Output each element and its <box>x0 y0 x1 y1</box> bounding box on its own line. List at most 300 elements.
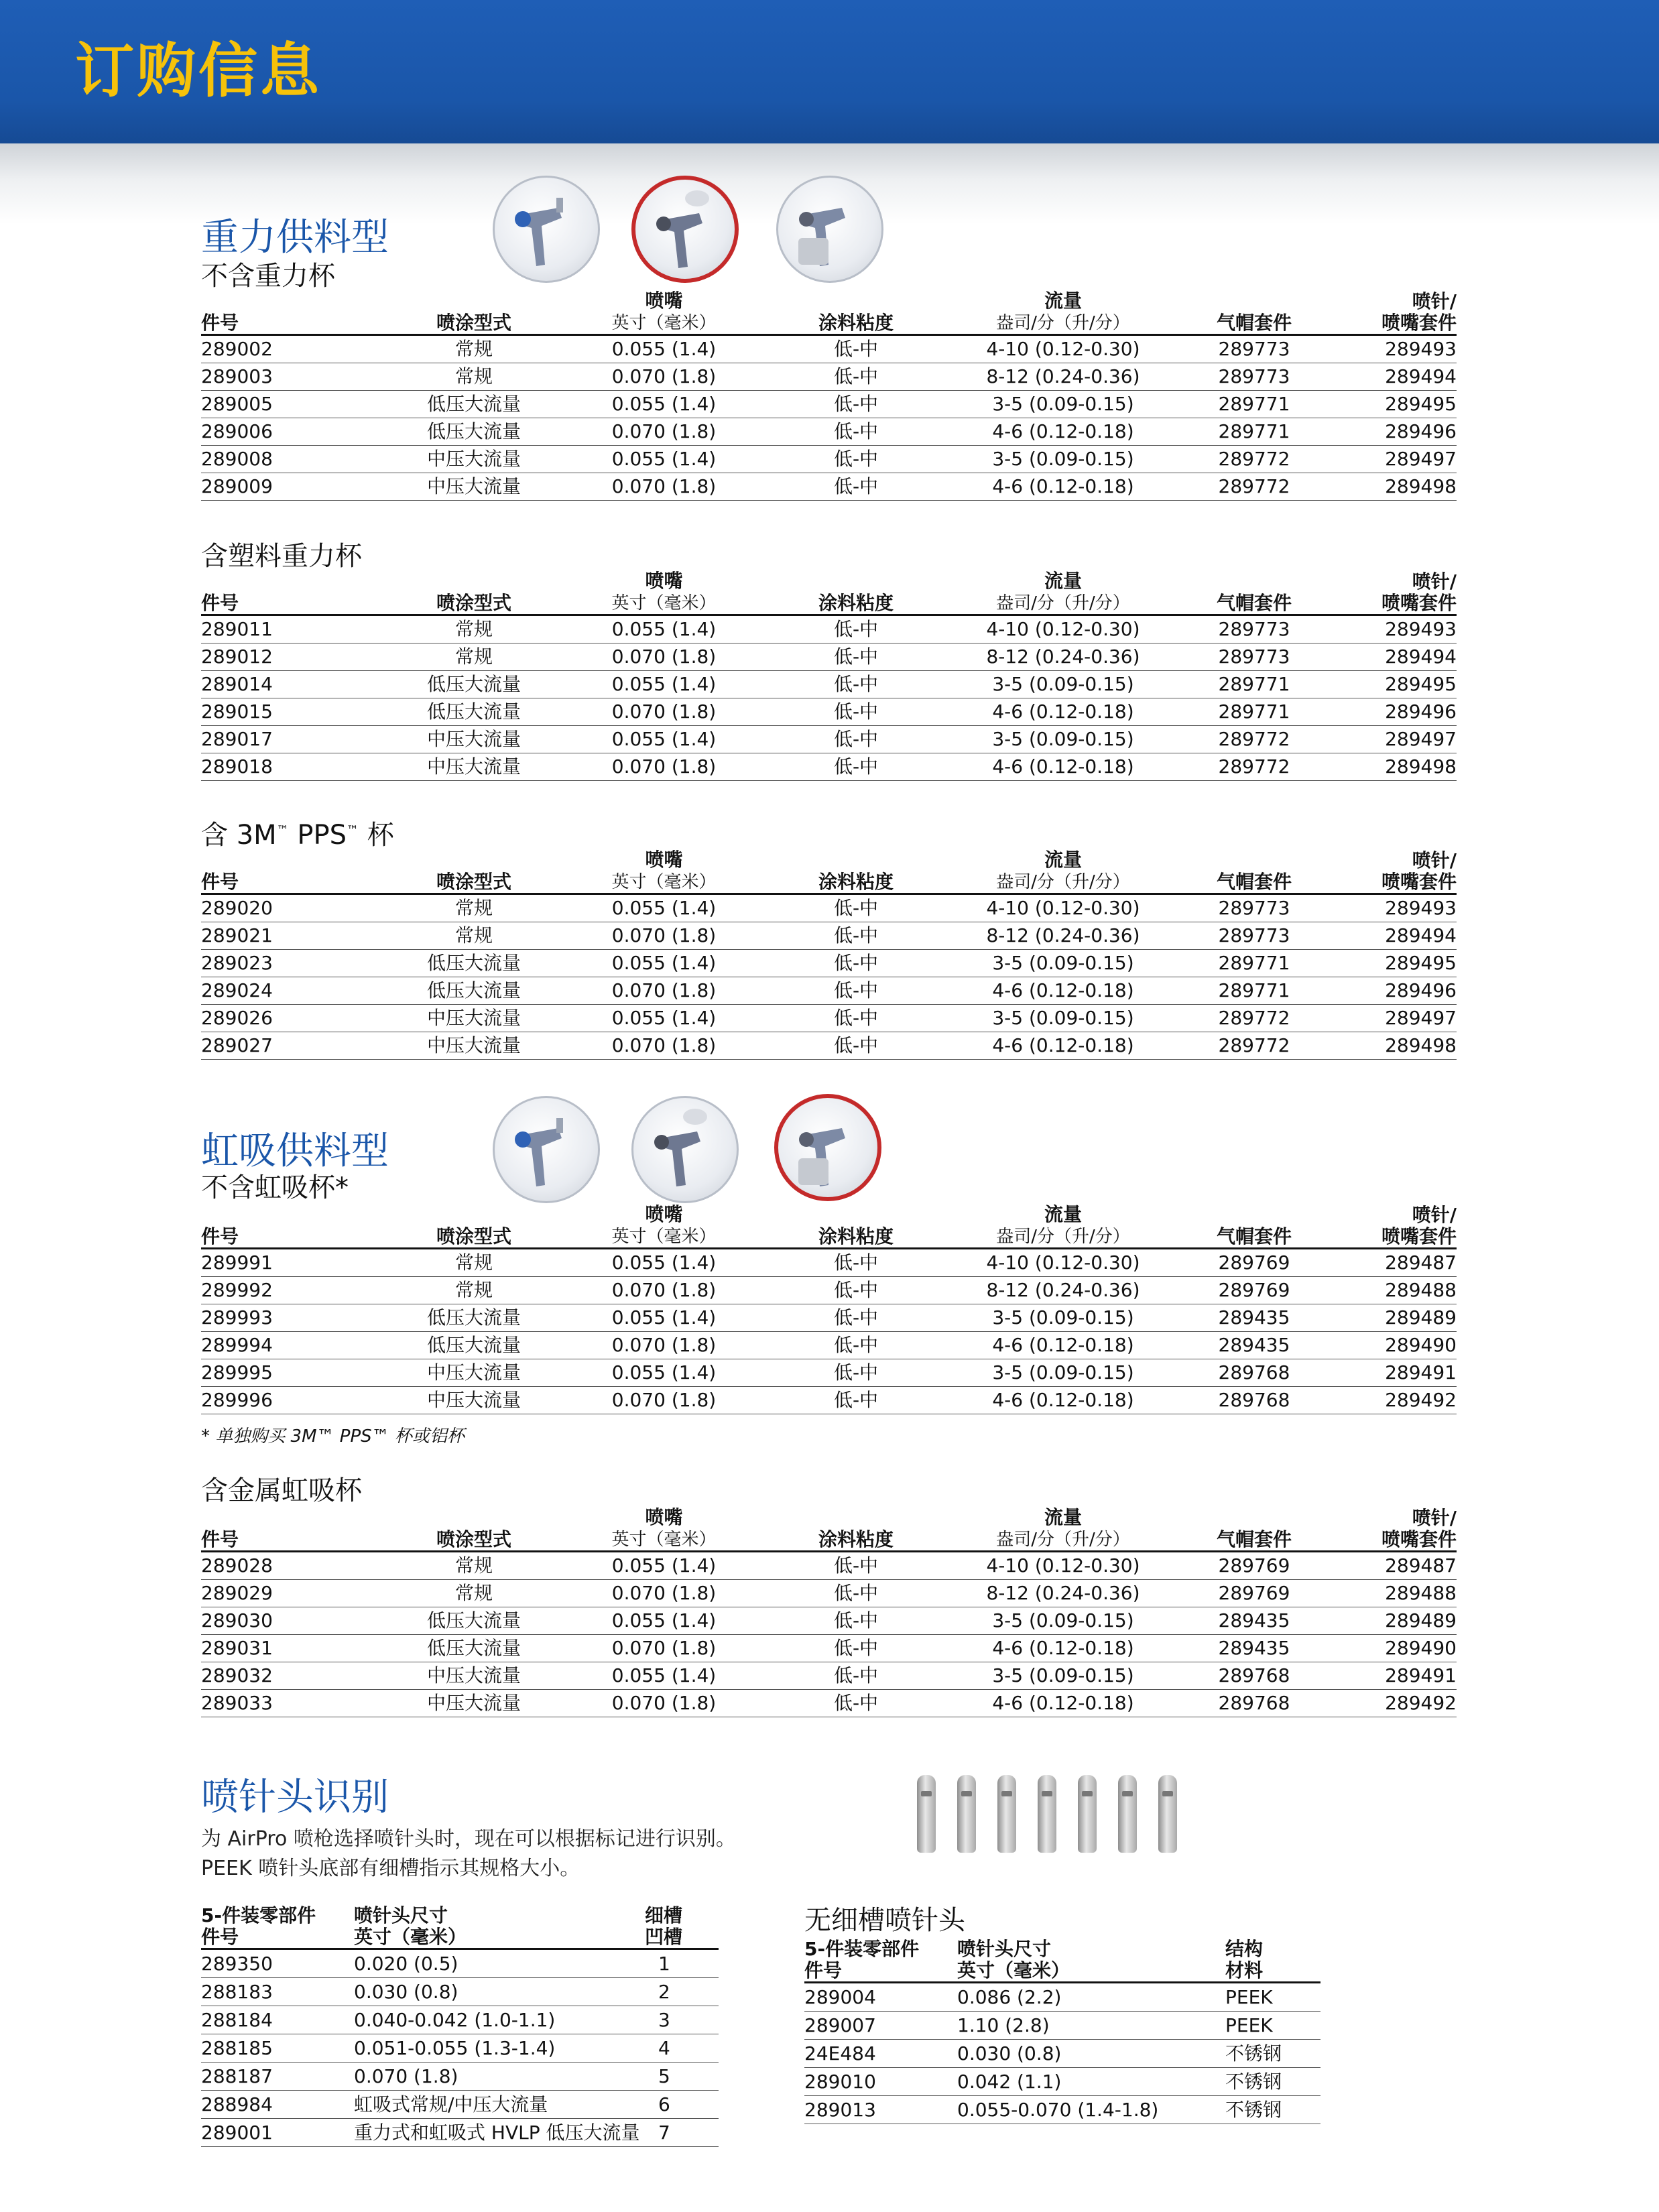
col-flow-top: 流量 <box>1044 290 1082 312</box>
aircap-kit-cell: 289435 <box>1175 1635 1333 1662</box>
col-viscosity: 涂料粘度 <box>761 568 951 615</box>
col-needle-bottom: 喷嘴套件 <box>1381 592 1457 614</box>
col-groove-b: 凹槽 <box>645 1926 683 1948</box>
col-nozzle-unit: 英寸（毫米） <box>611 872 717 892</box>
needle-size-cell: 0.051-0.055 (1.3-1.4) <box>354 2034 645 2063</box>
viscosity-cell: 低-中 <box>761 1662 951 1690</box>
part-number-cell: 289024 <box>201 977 381 1005</box>
part-number-cell: 289993 <box>201 1304 381 1332</box>
table-row <box>201 643 1457 671</box>
table-row <box>201 1607 1457 1635</box>
col-flow-unit: 盎司/分（升/分） <box>996 872 1130 892</box>
flow-rate-cell: 4-10 (0.12-0.30) <box>951 1552 1175 1580</box>
part-number-cell: 289011 <box>201 615 381 643</box>
flow-rate-cell: 3-5 (0.09-0.15) <box>951 446 1175 473</box>
flow-rate-cell: 4-6 (0.12-0.18) <box>951 1387 1175 1414</box>
col-part: 件号 <box>201 288 381 335</box>
needle-tip-icon <box>1078 1775 1097 1853</box>
col-nozzle-top: 喷嘴 <box>645 290 683 312</box>
groove-cell: 5 <box>645 2063 719 2091</box>
table-row <box>201 2006 719 2034</box>
part-number-cell: 289005 <box>201 391 381 418</box>
col-size <box>957 1936 1225 1983</box>
part-number-cell: 289032 <box>201 1662 381 1690</box>
spray-type-cell: 低压大流量 <box>381 950 567 977</box>
table-row <box>201 1032 1457 1060</box>
needle-kit-cell: 289496 <box>1333 698 1457 726</box>
needle-size-cell: 0.030 (0.8) <box>354 1978 645 2006</box>
groove-cell: 2 <box>645 1978 719 2006</box>
col-mat-b: 材料 <box>1225 1959 1264 1981</box>
col-viscosity: 涂料粘度 <box>761 288 951 335</box>
viscosity-cell: 低-中 <box>761 894 951 922</box>
col-flow <box>951 568 1175 615</box>
viscosity-cell: 低-中 <box>761 753 951 781</box>
spray-type-cell: 中压大流量 <box>381 1690 567 1717</box>
needle-kit-cell: 289497 <box>1333 446 1457 473</box>
needle-kit-cell: 289494 <box>1333 363 1457 391</box>
aircap-kit-cell: 289769 <box>1175 1277 1333 1304</box>
needle-size-cell: 重力式和虹吸式 HVLP 低压大流量 <box>354 2119 645 2147</box>
flow-rate-cell: 4-6 (0.12-0.18) <box>951 698 1175 726</box>
col-groove <box>645 1902 719 1949</box>
needle-kit-cell: 289489 <box>1333 1304 1457 1332</box>
siphon-section-title: 虹吸供料型 <box>201 1129 389 1173</box>
flow-rate-cell: 4-6 (0.12-0.18) <box>951 418 1175 446</box>
part-number-cell: 289021 <box>201 922 381 950</box>
nozzle-size-cell: 0.055 (1.4) <box>567 1607 761 1635</box>
viscosity-cell: 低-中 <box>761 1635 951 1662</box>
flow-rate-cell: 4-6 (0.12-0.18) <box>951 753 1175 781</box>
table-row <box>201 1249 1457 1277</box>
needle-kit-cell: 289493 <box>1333 335 1457 363</box>
flow-rate-cell: 8-12 (0.24-0.36) <box>951 643 1175 671</box>
part-number-cell: 288184 <box>201 2006 354 2034</box>
col-nozzle-unit: 英寸（毫米） <box>611 1530 717 1550</box>
spray-type-cell: 中压大流量 <box>381 1359 567 1387</box>
pps-subtitle-c: 杯 <box>359 820 394 851</box>
part-number-cell: 288183 <box>201 1978 354 2006</box>
spray-type-cell: 低压大流量 <box>381 418 567 446</box>
col-nozzle-top: 喷嘴 <box>645 849 683 871</box>
nozzle-size-cell: 0.055 (1.4) <box>567 615 761 643</box>
needle-kit-cell: 289491 <box>1333 1662 1457 1690</box>
nozzle-size-cell: 0.070 (1.8) <box>567 473 761 501</box>
groove-cell: 不锈钢 <box>1225 2068 1320 2096</box>
nozzle-size-cell: 0.055 (1.4) <box>567 1359 761 1387</box>
viscosity-cell: 低-中 <box>761 726 951 753</box>
nozzle-size-cell: 0.055 (1.4) <box>567 894 761 922</box>
col-part-a: 5-件装零部件 <box>201 1904 316 1926</box>
spray-gun-icon <box>631 176 739 283</box>
spray-gun-icon <box>776 176 883 283</box>
table-row <box>201 418 1457 446</box>
col-needle-top: 喷针/ <box>1412 290 1457 312</box>
siphon-metal-cup-table <box>201 1505 1457 1717</box>
table-row <box>201 1552 1457 1580</box>
aircap-kit-cell: 289773 <box>1175 363 1333 391</box>
table-row <box>201 753 1457 781</box>
part-number-cell: 289992 <box>201 1277 381 1304</box>
part-number-cell: 289033 <box>201 1690 381 1717</box>
aircap-kit-cell: 289435 <box>1175 1304 1333 1332</box>
spray-gun-icon <box>631 1096 739 1203</box>
table-row <box>201 335 1457 363</box>
col-needle <box>1333 1505 1457 1552</box>
nozzle-size-cell: 0.070 (1.8) <box>567 1277 761 1304</box>
flow-rate-cell: 4-6 (0.12-0.18) <box>951 1690 1175 1717</box>
col-part: 件号 <box>201 568 381 615</box>
viscosity-cell: 低-中 <box>761 698 951 726</box>
table-row <box>201 671 1457 698</box>
aircap-kit-cell: 289771 <box>1175 671 1333 698</box>
needle-kit-cell: 289493 <box>1333 615 1457 643</box>
nozzle-size-cell: 0.070 (1.8) <box>567 1032 761 1060</box>
viscosity-cell: 低-中 <box>761 1387 951 1414</box>
aircap-kit-cell: 289773 <box>1175 894 1333 922</box>
needle-kit-cell: 289490 <box>1333 1332 1457 1359</box>
col-size-a: 喷针头尺寸 <box>957 1938 1052 1960</box>
col-nozzle <box>567 1202 761 1249</box>
col-part: 件号 <box>201 1202 381 1249</box>
table-row <box>201 363 1457 391</box>
part-number-cell: 289010 <box>804 2068 957 2096</box>
nozzle-size-cell: 0.070 (1.8) <box>567 1635 761 1662</box>
part-number-cell: 289006 <box>201 418 381 446</box>
part-number-cell: 289012 <box>201 643 381 671</box>
table-row <box>201 2091 719 2119</box>
table-row <box>201 2119 719 2147</box>
part-number-cell: 289027 <box>201 1032 381 1060</box>
viscosity-cell: 低-中 <box>761 1304 951 1332</box>
col-part <box>201 1902 354 1949</box>
part-number-cell: 289013 <box>804 2096 957 2124</box>
nozzle-size-cell: 0.055 (1.4) <box>567 671 761 698</box>
aircap-kit-cell: 289772 <box>1175 726 1333 753</box>
needle-kit-cell: 289495 <box>1333 391 1457 418</box>
flow-rate-cell: 3-5 (0.09-0.15) <box>951 1005 1175 1032</box>
flow-rate-cell: 4-10 (0.12-0.30) <box>951 894 1175 922</box>
nozzle-size-cell: 0.055 (1.4) <box>567 1552 761 1580</box>
aircap-kit-cell: 289769 <box>1175 1552 1333 1580</box>
spray-type-cell: 低压大流量 <box>381 671 567 698</box>
part-number-cell: 289008 <box>201 446 381 473</box>
groove-cell: 4 <box>645 2034 719 2063</box>
viscosity-cell: 低-中 <box>761 1277 951 1304</box>
needle-size-cell: 0.086 (2.2) <box>957 1983 1225 2012</box>
needle-kit-cell: 289492 <box>1333 1690 1457 1717</box>
table-body <box>201 894 1457 1060</box>
needle-size-cell: 0.070 (1.8) <box>354 2063 645 2091</box>
needle-size-cell: 1.10 (2.8) <box>957 2012 1225 2040</box>
needle-size-cell: 0.055-0.070 (1.4-1.8) <box>957 2096 1225 2124</box>
part-number-cell: 289015 <box>201 698 381 726</box>
viscosity-cell: 低-中 <box>761 1332 951 1359</box>
siphon-metal-cup-subtitle: 含金属虹吸杯 <box>201 1475 362 1506</box>
col-needle-top: 喷针/ <box>1412 1507 1457 1529</box>
pps-subtitle-b: PPS <box>288 820 347 851</box>
viscosity-cell: 低-中 <box>761 1690 951 1717</box>
flow-rate-cell: 4-6 (0.12-0.18) <box>951 1332 1175 1359</box>
aircap-kit-cell: 289768 <box>1175 1387 1333 1414</box>
table-row <box>201 1277 1457 1304</box>
needle-size-cell: 虹吸式常规/中压大流量 <box>354 2091 645 2119</box>
needle-kit-cell: 289490 <box>1333 1635 1457 1662</box>
flow-rate-cell: 3-5 (0.09-0.15) <box>951 1304 1175 1332</box>
part-number-cell: 289029 <box>201 1580 381 1607</box>
needle-kit-cell: 289497 <box>1333 726 1457 753</box>
col-aircap: 气帽套件 <box>1175 1505 1333 1552</box>
needle-kit-cell: 289494 <box>1333 922 1457 950</box>
part-number-cell: 289004 <box>804 1983 957 2012</box>
part-number-cell: 289007 <box>804 2012 957 2040</box>
needle-tip-icon <box>957 1775 976 1853</box>
col-nozzle-unit: 英寸（毫米） <box>611 313 717 333</box>
col-nozzle-top: 喷嘴 <box>645 1203 683 1225</box>
col-viscosity: 涂料粘度 <box>761 847 951 894</box>
nozzle-size-cell: 0.070 (1.8) <box>567 1580 761 1607</box>
aircap-kit-cell: 289771 <box>1175 418 1333 446</box>
table-row <box>201 922 1457 950</box>
flow-rate-cell: 3-5 (0.09-0.15) <box>951 671 1175 698</box>
col-flow-top: 流量 <box>1044 570 1082 592</box>
pps-subtitle-a: 含 3M <box>201 820 277 851</box>
nozzle-size-cell: 0.070 (1.8) <box>567 1387 761 1414</box>
ungrooved-needle-title: 无细槽喷针头 <box>804 1905 965 1936</box>
needle-tip-icon <box>1038 1775 1056 1853</box>
col-needle-top: 喷针/ <box>1412 1204 1457 1226</box>
col-needle <box>1333 1202 1457 1249</box>
flow-rate-cell: 3-5 (0.09-0.15) <box>951 950 1175 977</box>
nozzle-size-cell: 0.055 (1.4) <box>567 1304 761 1332</box>
aircap-kit-cell: 289772 <box>1175 446 1333 473</box>
flow-rate-cell: 8-12 (0.24-0.36) <box>951 363 1175 391</box>
table-body <box>201 1949 719 2147</box>
nozzle-size-cell: 0.070 (1.8) <box>567 698 761 726</box>
aircap-kit-cell: 289769 <box>1175 1580 1333 1607</box>
col-aircap: 气帽套件 <box>1175 288 1333 335</box>
spray-type-cell: 常规 <box>381 615 567 643</box>
spray-type-cell: 中压大流量 <box>381 1032 567 1060</box>
needle-kit-cell: 289495 <box>1333 950 1457 977</box>
part-number-cell: 288185 <box>201 2034 354 2063</box>
aircap-kit-cell: 289773 <box>1175 643 1333 671</box>
col-nozzle <box>567 847 761 894</box>
col-type: 喷涂型式 <box>381 1202 567 1249</box>
nozzle-size-cell: 0.070 (1.8) <box>567 753 761 781</box>
viscosity-cell: 低-中 <box>761 1249 951 1277</box>
col-flow <box>951 847 1175 894</box>
table-row <box>201 1662 1457 1690</box>
flow-rate-cell: 3-5 (0.09-0.15) <box>951 726 1175 753</box>
needle-kit-cell: 289488 <box>1333 1580 1457 1607</box>
spray-type-cell: 中压大流量 <box>381 1005 567 1032</box>
table-body <box>804 1983 1320 2124</box>
col-flow-unit: 盎司/分（升/分） <box>996 313 1130 333</box>
flow-rate-cell: 8-12 (0.24-0.36) <box>951 922 1175 950</box>
viscosity-cell: 低-中 <box>761 615 951 643</box>
aircap-kit-cell: 289768 <box>1175 1690 1333 1717</box>
nozzle-size-cell: 0.055 (1.4) <box>567 1005 761 1032</box>
groove-cell: 不锈钢 <box>1225 2096 1320 2124</box>
col-nozzle-unit: 英寸（毫米） <box>611 593 717 613</box>
groove-cell: 7 <box>645 2119 719 2147</box>
spray-type-cell: 常规 <box>381 1277 567 1304</box>
part-number-cell: 289031 <box>201 1635 381 1662</box>
spray-type-cell: 中压大流量 <box>381 753 567 781</box>
col-type: 喷涂型式 <box>381 288 567 335</box>
part-number-cell: 289020 <box>201 894 381 922</box>
table-row <box>804 2012 1320 2040</box>
nozzle-size-cell: 0.055 (1.4) <box>567 335 761 363</box>
col-aircap: 气帽套件 <box>1175 847 1333 894</box>
gravity-pps-cup-table <box>201 847 1457 1060</box>
spray-type-cell: 常规 <box>381 1552 567 1580</box>
aircap-kit-cell: 289768 <box>1175 1662 1333 1690</box>
needle-kit-cell: 289487 <box>1333 1552 1457 1580</box>
table-row <box>201 1332 1457 1359</box>
part-number-cell: 289350 <box>201 1949 354 1978</box>
table-body <box>201 615 1457 781</box>
needle-size-cell: 0.020 (0.5) <box>354 1949 645 1978</box>
part-number-cell: 289003 <box>201 363 381 391</box>
aircap-kit-cell: 289435 <box>1175 1607 1333 1635</box>
viscosity-cell: 低-中 <box>761 391 951 418</box>
table-body <box>201 335 1457 501</box>
table-body <box>201 1552 1457 1717</box>
table-row <box>201 1005 1457 1032</box>
needle-kit-cell: 289489 <box>1333 1607 1457 1635</box>
aircap-kit-cell: 289771 <box>1175 950 1333 977</box>
flow-rate-cell: 3-5 (0.09-0.15) <box>951 391 1175 418</box>
groove-cell: PEEK <box>1225 1983 1320 2012</box>
col-nozzle-top: 喷嘴 <box>645 570 683 592</box>
needle-tip-icon <box>1118 1775 1137 1853</box>
spray-type-cell: 中压大流量 <box>381 473 567 501</box>
viscosity-cell: 低-中 <box>761 418 951 446</box>
table-row <box>201 473 1457 501</box>
aircap-kit-cell: 289769 <box>1175 1249 1333 1277</box>
needle-kit-cell: 289493 <box>1333 894 1457 922</box>
spray-type-cell: 常规 <box>381 1580 567 1607</box>
col-size <box>354 1902 645 1949</box>
col-part-b: 件号 <box>201 1926 239 1948</box>
col-flow-top: 流量 <box>1044 1506 1082 1528</box>
grooved-needle-table <box>201 1902 719 2147</box>
part-number-cell: 289995 <box>201 1359 381 1387</box>
col-needle-bottom: 喷嘴套件 <box>1381 1528 1457 1550</box>
nozzle-size-cell: 0.070 (1.8) <box>567 418 761 446</box>
col-type: 喷涂型式 <box>381 847 567 894</box>
groove-cell: 1 <box>645 1949 719 1978</box>
spray-gun-icon <box>774 1094 881 1201</box>
table-row <box>201 1978 719 2006</box>
table-row <box>201 698 1457 726</box>
spray-type-cell: 中压大流量 <box>381 726 567 753</box>
col-nozzle <box>567 1505 761 1552</box>
groove-cell: 不锈钢 <box>1225 2040 1320 2068</box>
flow-rate-cell: 3-5 (0.09-0.15) <box>951 1359 1175 1387</box>
gravity-plastic-cup-table <box>201 568 1457 781</box>
page-title: 订购信息 <box>75 36 322 105</box>
aircap-kit-cell: 289772 <box>1175 1005 1333 1032</box>
spray-gun-icon <box>493 1096 600 1203</box>
col-nozzle <box>567 288 761 335</box>
flow-rate-cell: 4-6 (0.12-0.18) <box>951 1635 1175 1662</box>
col-part-b: 件号 <box>804 1959 843 1981</box>
spray-type-cell: 低压大流量 <box>381 1607 567 1635</box>
needle-kit-cell: 289496 <box>1333 977 1457 1005</box>
viscosity-cell: 低-中 <box>761 363 951 391</box>
part-number-cell: 289994 <box>201 1332 381 1359</box>
col-size-b: 英寸（毫米） <box>354 1926 467 1948</box>
table-row <box>201 391 1457 418</box>
table-row <box>201 1635 1457 1662</box>
needle-tip-icon <box>997 1775 1016 1853</box>
spray-type-cell: 常规 <box>381 643 567 671</box>
part-number-cell: 289026 <box>201 1005 381 1032</box>
needle-size-cell: 0.040-0.042 (1.0-1.1) <box>354 2006 645 2034</box>
aircap-kit-cell: 289771 <box>1175 698 1333 726</box>
aircap-kit-cell: 289771 <box>1175 977 1333 1005</box>
needle-kit-cell: 289488 <box>1333 1277 1457 1304</box>
aircap-kit-cell: 289772 <box>1175 473 1333 501</box>
ungrooved-needle-table <box>804 1936 1320 2124</box>
viscosity-cell: 低-中 <box>761 922 951 950</box>
viscosity-cell: 低-中 <box>761 473 951 501</box>
aircap-kit-cell: 289773 <box>1175 335 1333 363</box>
needle-tip-icon <box>910 1775 1192 1855</box>
spray-gun-icon <box>493 176 600 283</box>
table-row <box>201 1387 1457 1414</box>
col-flow <box>951 288 1175 335</box>
spray-type-cell: 常规 <box>381 1249 567 1277</box>
needle-id-para1: 为 AirPro 喷枪选择喷针头时，现在可以根据标记进行识别。 <box>201 1827 736 1851</box>
spray-type-cell: 低压大流量 <box>381 1332 567 1359</box>
col-flow-top: 流量 <box>1044 1203 1082 1225</box>
col-flow <box>951 1202 1175 1249</box>
spray-type-cell: 低压大流量 <box>381 977 567 1005</box>
part-number-cell: 289028 <box>201 1552 381 1580</box>
needle-tip-icon <box>917 1775 936 1853</box>
col-flow-unit: 盎司/分（升/分） <box>996 593 1130 613</box>
col-flow-top: 流量 <box>1044 849 1082 871</box>
part-number-cell: 288187 <box>201 2063 354 2091</box>
table-row <box>804 2096 1320 2124</box>
col-nozzle-top: 喷嘴 <box>645 1506 683 1528</box>
col-needle <box>1333 847 1457 894</box>
flow-rate-cell: 4-10 (0.12-0.30) <box>951 615 1175 643</box>
nozzle-size-cell: 0.070 (1.8) <box>567 363 761 391</box>
part-number-cell: 289018 <box>201 753 381 781</box>
spray-type-cell: 常规 <box>381 922 567 950</box>
col-part <box>804 1936 957 1983</box>
part-number-cell: 289023 <box>201 950 381 977</box>
table-row <box>201 1949 719 1978</box>
aircap-kit-cell: 289771 <box>1175 391 1333 418</box>
flow-rate-cell: 3-5 (0.09-0.15) <box>951 1607 1175 1635</box>
spray-type-cell: 低压大流量 <box>381 698 567 726</box>
col-size-a: 喷针头尺寸 <box>354 1904 448 1926</box>
needle-kit-cell: 289497 <box>1333 1005 1457 1032</box>
table-row <box>804 2040 1320 2068</box>
part-number-cell: 289996 <box>201 1387 381 1414</box>
col-material <box>1225 1936 1320 1983</box>
spray-type-cell: 中压大流量 <box>381 1387 567 1414</box>
part-number-cell: 289001 <box>201 2119 354 2147</box>
viscosity-cell: 低-中 <box>761 1005 951 1032</box>
nozzle-size-cell: 0.055 (1.4) <box>567 391 761 418</box>
